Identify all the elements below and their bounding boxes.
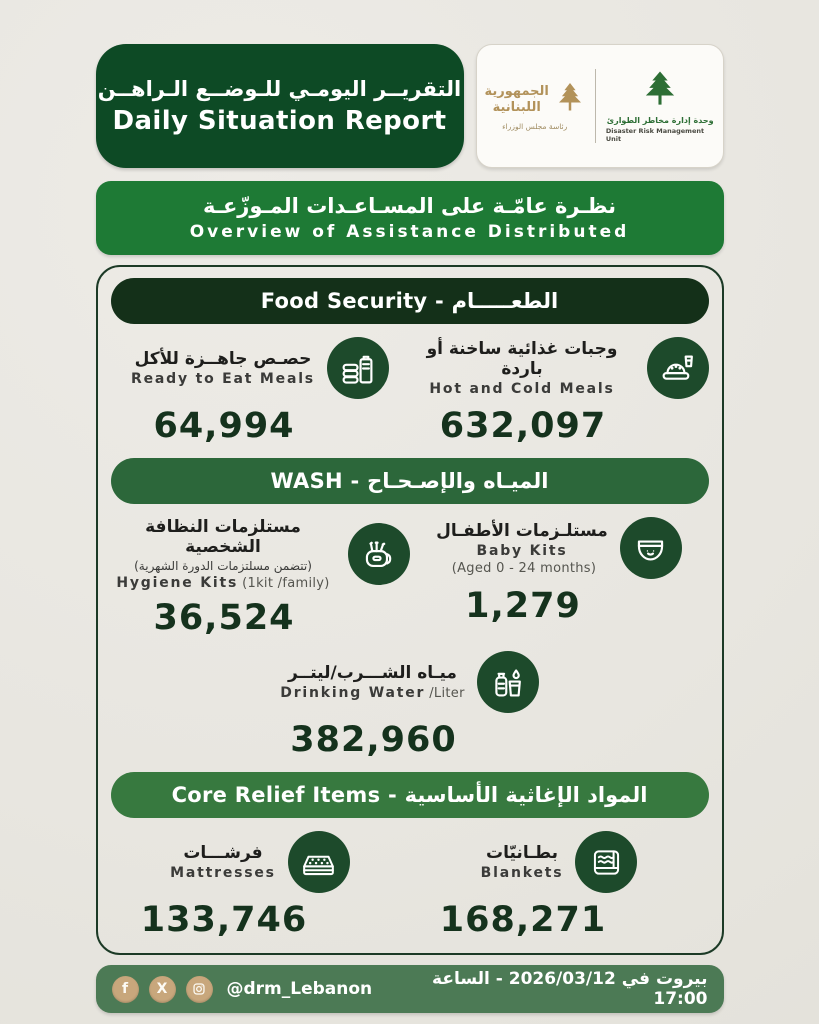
stat-hot-cold-meals: [410, 337, 709, 446]
drm-logo-name-english: Disaster Risk Management Unit: [605, 126, 705, 143]
stat-value: 632,097: [439, 406, 607, 446]
stat-label-english: Ready to Eat Meals: [131, 371, 315, 387]
stat-baby-kits: [410, 517, 709, 638]
section-header-core-relief: Core Relief Items - المواد الإغاثية الأساسية: [111, 772, 709, 818]
wash-stats-row: [111, 517, 709, 638]
facebook-icon[interactable]: f: [112, 976, 139, 1003]
stat-blankets: [410, 831, 709, 940]
overview-title-english: Overview of Assistance Distributed: [189, 222, 630, 242]
logo-divider: [595, 69, 596, 143]
stat-label-arabic: مستلزمات النظافة الشخصية: [145, 517, 301, 557]
logos-card: [476, 44, 724, 168]
mattress-icon: [288, 831, 350, 893]
core-stats-row: [111, 831, 709, 940]
hygiene-kit-icon: [348, 523, 410, 585]
stat-label-english-note: (1kit /family): [242, 576, 330, 591]
stat-value: 168,271: [439, 900, 607, 940]
report-title-card: [96, 44, 464, 168]
report-title-arabic: التقريــر اليومـي للـوضــع الـراهــن: [97, 76, 462, 101]
stat-label-arabic: فرشـــات: [183, 843, 263, 863]
stat-value: 64,994: [153, 406, 295, 446]
gov-logo-art: [485, 81, 585, 119]
stat-label-english: Mattresses: [170, 865, 276, 881]
stat-label-english: Drinking Water /Liter: [280, 685, 465, 701]
assistance-panel: [96, 265, 724, 955]
drm-logo-name-arabic: وحدة إدارة مخاطر الطوارئ: [606, 115, 714, 125]
stat-value: 133,746: [140, 900, 308, 940]
overview-title-arabic: نظـرة عامّـة على المسـاعـدات المـوزّعـة: [203, 194, 616, 218]
gov-logo-subtitle: رئاسة مجلس الوزراء: [502, 122, 568, 131]
stat-label-arabic: وجبات غذائية ساخنة أو باردة: [426, 339, 618, 379]
social-links: [112, 976, 213, 1003]
stat-value: 36,524: [153, 598, 295, 638]
ready-meals-icon: [327, 337, 389, 399]
overview-banner: [96, 181, 724, 255]
section-header-food-security: Food Security - الطعـــــام: [111, 278, 709, 324]
food-stats-row: [111, 337, 709, 446]
section-header-wash: WASH - الميـاه والإصـحـاح: [111, 458, 709, 504]
cedar-gold-icon: [555, 81, 585, 119]
stat-label-english: Baby Kits: [476, 542, 568, 559]
x-twitter-icon[interactable]: X: [149, 976, 176, 1003]
header: [96, 44, 724, 168]
blanket-icon: [575, 831, 637, 893]
stat-label-english: Blankets: [480, 865, 564, 881]
report-datetime: بيروت في 2026/03/12 - الساعة 17:00: [432, 969, 708, 1009]
instagram-icon[interactable]: [186, 976, 213, 1003]
stat-label-arabic: ميـاه الشـــرب/ليتــر: [288, 663, 457, 683]
report-page: [96, 0, 724, 1013]
cedar-green-icon: [639, 70, 681, 114]
stat-mattresses: [111, 831, 410, 940]
stat-label-arabic: حصـص جاهــزة للأكل: [134, 349, 312, 369]
stat-label-arabic: بطـانيّات: [486, 843, 558, 863]
stat-label-arabic: مستلـزمات الأطفـال: [436, 520, 608, 541]
stat-label-english-note: (Aged 0 - 24 months): [451, 560, 597, 576]
hot-cold-meals-icon: [647, 337, 709, 399]
stat-label-arabic-note: (تتضمن مسلتزمات الدورة الشهرية): [134, 559, 312, 573]
lebanese-republic-logo: [485, 81, 585, 131]
water-stats-row: [111, 651, 709, 760]
gov-logo-calligraphy: الجمهورية اللبنانية: [484, 84, 549, 115]
stat-ready-to-eat-meals: [111, 337, 410, 446]
report-title-english: Daily Situation Report: [112, 105, 447, 136]
drm-logo: [606, 70, 715, 143]
drinking-water-icon: [477, 651, 539, 713]
stat-label-english: Hygiene Kits (1kit /family): [116, 575, 330, 591]
footer: [96, 965, 724, 1013]
stat-label-english-note: /Liter: [429, 686, 465, 701]
stat-value: 382,960: [290, 720, 457, 760]
social-handle[interactable]: @drm_Lebanon: [226, 979, 373, 999]
stat-hygiene-kits: [111, 517, 410, 638]
baby-kit-icon: [620, 517, 682, 579]
stat-label-english: Hot and Cold Meals: [429, 381, 615, 397]
stat-drinking-water: [280, 651, 538, 760]
stat-value: 1,279: [465, 586, 581, 626]
